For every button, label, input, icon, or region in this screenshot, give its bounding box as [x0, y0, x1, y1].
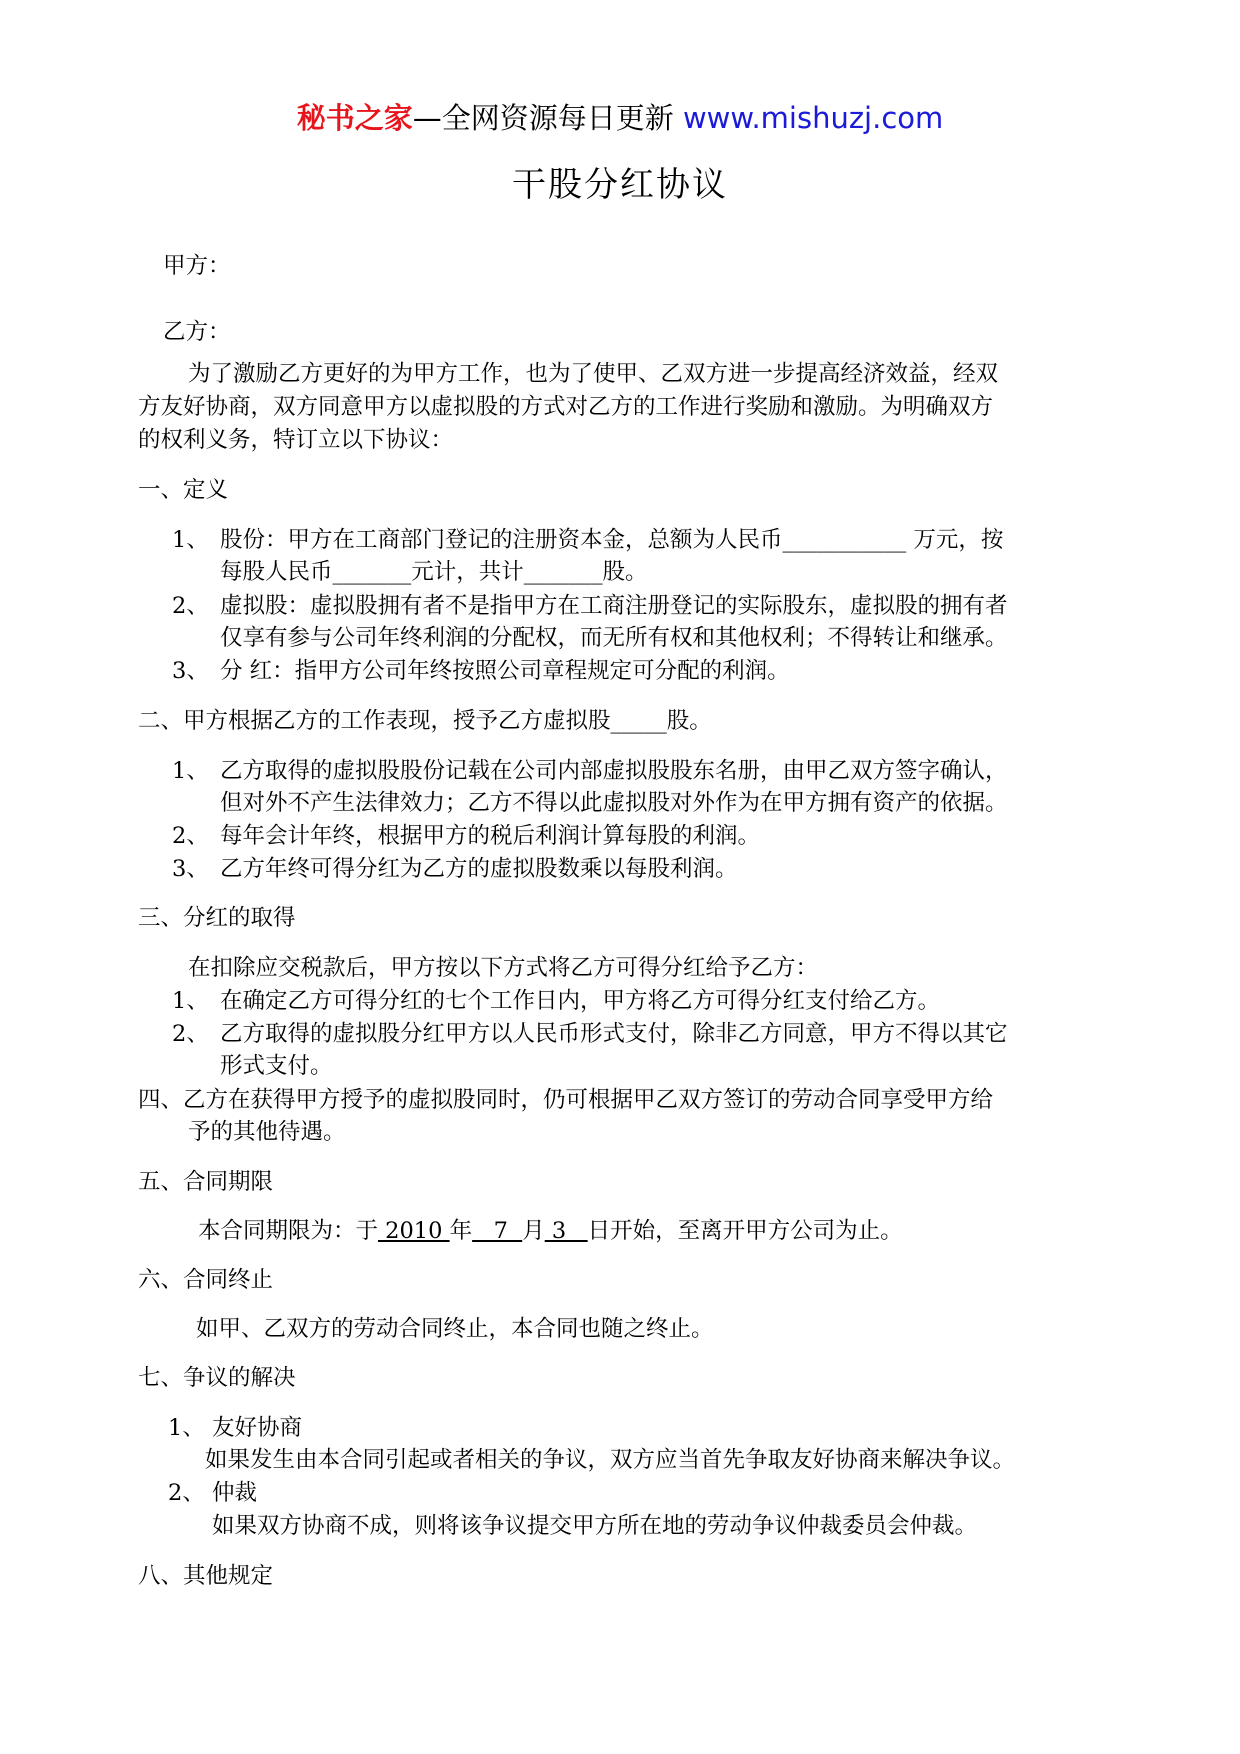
section-6-heading: 六、合同终止 [138, 1267, 274, 1293]
s7-item-2-text: 如果双方协商不成，则将该争议提交甲方所在地的劳动争议仲裁委员会仲裁。 [212, 1513, 978, 1539]
document-title: 干股分红协议 [512, 165, 728, 205]
s2-item-2-number: 2、 [172, 823, 209, 849]
s1-item-1-line-2: 每股人民币_______元计，共计_______股。 [220, 559, 648, 585]
s3-lead: 在扣除应交税款后，甲方按以下方式将乙方可得分红给予乙方： [188, 955, 819, 981]
s1-item-1-line-1: 股份：甲方在工商部门登记的注册资本金，总额为人民币___________ 万元，按 [220, 527, 1004, 553]
s2-item-2-line-1: 每年会计年终，根据甲方的税后利润计算每股的利润。 [220, 823, 761, 849]
s2-item-1-number: 1、 [172, 758, 209, 784]
s3-item-1-line-1: 在确定乙方可得分红的七个工作日内，甲方将乙方可得分红支付给乙方。 [220, 988, 941, 1014]
s3-item-2-number: 2、 [172, 1021, 209, 1047]
section-4-line-1: 四、乙方在获得甲方授予的虚拟股同时，仍可根据甲乙双方签订的劳动合同享受甲方给 [138, 1087, 994, 1113]
s1-item-2-line-1: 虚拟股：虚拟股拥有者不是指甲方在工商注册登记的实际股东，虚拟股的拥有者 [220, 593, 1008, 619]
banner-url[interactable]: www.mishuzj.com [682, 101, 944, 135]
registered-capital-blank: ___________ [782, 527, 907, 553]
start-year: 2010 [378, 1218, 450, 1244]
start-day: 3 [544, 1218, 588, 1244]
s1-item-2-line-2: 仅享有参与公司年终利润的分配权，而无所有权和其他权利；不得转让和继承。 [220, 625, 1008, 651]
s3-item-1-number: 1、 [172, 988, 209, 1014]
s7-item-2: 2、 仲裁 [168, 1480, 257, 1506]
s2-item-1-line-1: 乙方取得的虚拟股股份记载在公司内部虚拟股股东名册，由甲乙双方签字确认， [220, 758, 1008, 784]
granted-shares-blank: _____ [610, 708, 667, 734]
intro-line-2: 方友好协商，双方同意甲方以虚拟股的方式对乙方的工作进行奖励和激励。为明确双方 [138, 394, 994, 420]
section-4-line-2: 予的其他待遇。 [188, 1119, 346, 1145]
s2-item-3-line-1: 乙方年终可得分红为乙方的虚拟股数乘以每股利润。 [220, 856, 738, 882]
s1-item-1-number: 1、 [172, 527, 209, 553]
s7-item-1: 1、 友好协商 [168, 1415, 302, 1441]
brand-name: 秘书之家 [296, 101, 413, 135]
site-banner [0, 98, 1240, 138]
s7-item-1-text: 如果发生由本合同引起或者相关的争议，双方应当首先争取友好协商来解决争议。 [205, 1447, 1016, 1473]
s6-text: 如甲、乙双方的劳动合同终止，本合同也随之终止。 [196, 1316, 714, 1342]
s1-item-2-number: 2、 [172, 593, 209, 619]
banner-tagline: —全网资源每日更新 [412, 101, 683, 135]
start-month: 7 [472, 1218, 523, 1244]
s3-item-2-line-1: 乙方取得的虚拟股分红甲方以人民币形式支付，除非乙方同意，甲方不得以其它 [220, 1021, 1008, 1047]
intro-line-1: 为了激励乙方更好的为甲方工作，也为了使甲、乙双方进一步提高经济效益，经双 [188, 361, 999, 387]
section-2-heading: 二、甲方根据乙方的工作表现，授予乙方虚拟股_____股。 [138, 708, 712, 734]
intro-line-3: 的权利义务，特订立以下协议： [138, 427, 454, 453]
share-count-blank: _______ [523, 559, 603, 585]
price-per-share-blank: _______ [332, 559, 412, 585]
section-1-heading: 一、定义 [138, 477, 229, 503]
s2-item-1-line-2: 但对外不产生法律效力；乙方不得以此虚拟股对外作为在甲方拥有资产的依据。 [220, 790, 1008, 816]
s1-item-3-line-1: 分 红：指甲方公司年终按照公司章程规定可分配的利润。 [220, 658, 790, 684]
contract-term-text: 本合同期限为：于 2010 年 7 月 3 日开始，至离开甲方公司为止。 [198, 1218, 903, 1244]
section-7-heading: 七、争议的解决 [138, 1365, 296, 1391]
party-b-label: 乙方： [163, 319, 231, 345]
section-3-heading: 三、分红的取得 [138, 905, 296, 931]
s2-item-3-number: 3、 [172, 856, 209, 882]
section-8-heading: 八、其他规定 [138, 1563, 274, 1589]
s1-item-3-number: 3、 [172, 658, 209, 684]
party-a-label: 甲方： [163, 253, 231, 279]
s3-item-2-line-2: 形式支付。 [220, 1053, 333, 1079]
section-5-heading: 五、合同期限 [138, 1169, 274, 1195]
